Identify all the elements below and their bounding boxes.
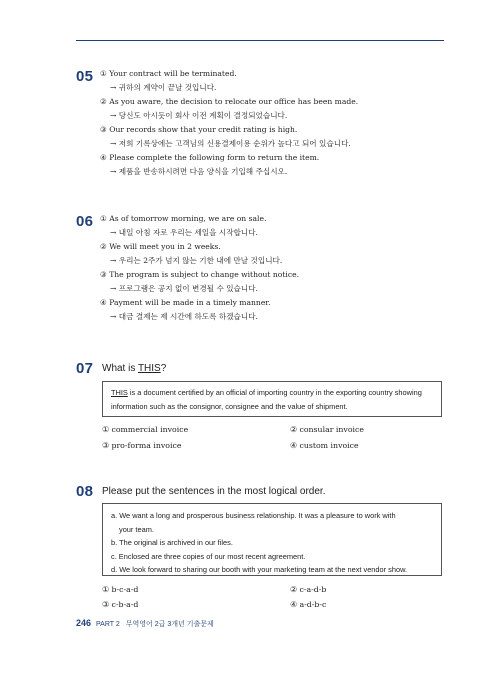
q07-title-text: What is	[102, 363, 138, 374]
q06-translation-3: → 프로그램은 공지 없이 변경될 수 있습니다.	[110, 284, 258, 293]
question-08-box	[102, 503, 442, 576]
question-number-05: 05	[76, 68, 94, 85]
footer-part: PART 2	[96, 621, 120, 628]
q06-translation-1: → 내일 아침 자로 우리는 세일을 시작합니다.	[110, 228, 258, 237]
q05-translation-3: → 저희 기록상에는 고객님의 신용결제이용 순위가 높다고 되어 있습니다.	[110, 139, 351, 148]
q06-option-2: ② We will meet you in 2 weeks.	[100, 242, 221, 251]
q08-sentence-a: a. We want a long and prosperous business relationship. It was a pleasure to work with	[111, 511, 396, 520]
q05-translation-4: → 제품을 반송하시려면 다음 양식을 기입해 주십시오.	[110, 167, 288, 176]
q08-sentence-a-cont: your team.	[119, 524, 154, 534]
q08-sentence-b: b. The original is archived in our files.	[111, 538, 233, 547]
question-number-06: 06	[76, 213, 94, 230]
question-06-body	[100, 212, 299, 324]
q06-option-4: ④ Payment will be made in a timely manner.	[100, 298, 271, 307]
q07-option-2: ② consular invoice	[290, 425, 365, 434]
top-rule	[76, 40, 444, 41]
q07-option-4: ④ custom invoice	[290, 441, 359, 450]
page-footer	[76, 618, 214, 629]
question-number-07: 07	[76, 360, 94, 377]
q05-option-2: ② As you aware, the decision to relocate our office has been made.	[100, 97, 359, 106]
q08-option-3: ③ c-b-a-d	[102, 600, 139, 609]
q08-option-2: ② c-a-d-b	[290, 585, 327, 594]
footer-section: 무역영어 2급 3개년 기출문제	[125, 621, 214, 628]
q07-option-3: ③ pro-forma invoice	[102, 441, 182, 450]
q07-box-this: THIS	[111, 388, 128, 397]
q06-translation-4: → 대금 결제는 제 시간에 하도록 하겠습니다.	[110, 312, 258, 321]
q07-title-mark: ?	[160, 363, 167, 374]
q06-option-3: ③ The program is subject to change without notice.	[100, 270, 300, 279]
question-number-08: 08	[76, 483, 94, 500]
q08-sentence-c: c. Enclosed are three copies of our most recent agreement.	[111, 551, 306, 561]
question-07-box	[102, 381, 442, 417]
q07-option-1: ① commercial invoice	[102, 425, 189, 434]
q07-box-text: is a document certified by an official of importing country in the exporting country showing information such as the consignor, consignee and the value of shipment.	[111, 388, 422, 411]
q08-sentence-d: d. We look forward to sharing our booth with your marketing team at the next vendor show.	[111, 565, 408, 574]
q05-option-3: ③ Our records show that your credit rating is high.	[100, 125, 298, 134]
page-number: 246	[76, 618, 92, 628]
q07-title-this: THIS	[137, 363, 161, 374]
q05-option-1: ① Your contract will be terminated.	[100, 69, 237, 78]
q06-option-1: ① As of tomorrow morning, we are on sale.	[100, 214, 267, 223]
question-08-title: Please put the sentences in the most logical order.	[102, 486, 326, 497]
q08-option-4: ④ a-d-b-c	[290, 600, 327, 609]
q08-option-1: ① b-c-a-d	[102, 585, 139, 594]
question-05-body	[100, 67, 358, 179]
question-07-title	[102, 363, 166, 374]
q06-translation-2: → 우리는 2주가 넘지 않는 기한 내에 만날 것입니다.	[110, 256, 283, 265]
q05-translation-2: → 당신도 아시듯이 회사 이전 계획이 결정되었습니다.	[110, 111, 288, 120]
q05-option-4: ④ Please complete the following form to return the item.	[100, 153, 320, 162]
q05-translation-1: → 귀하의 계약이 끝날 것입니다.	[110, 83, 217, 92]
